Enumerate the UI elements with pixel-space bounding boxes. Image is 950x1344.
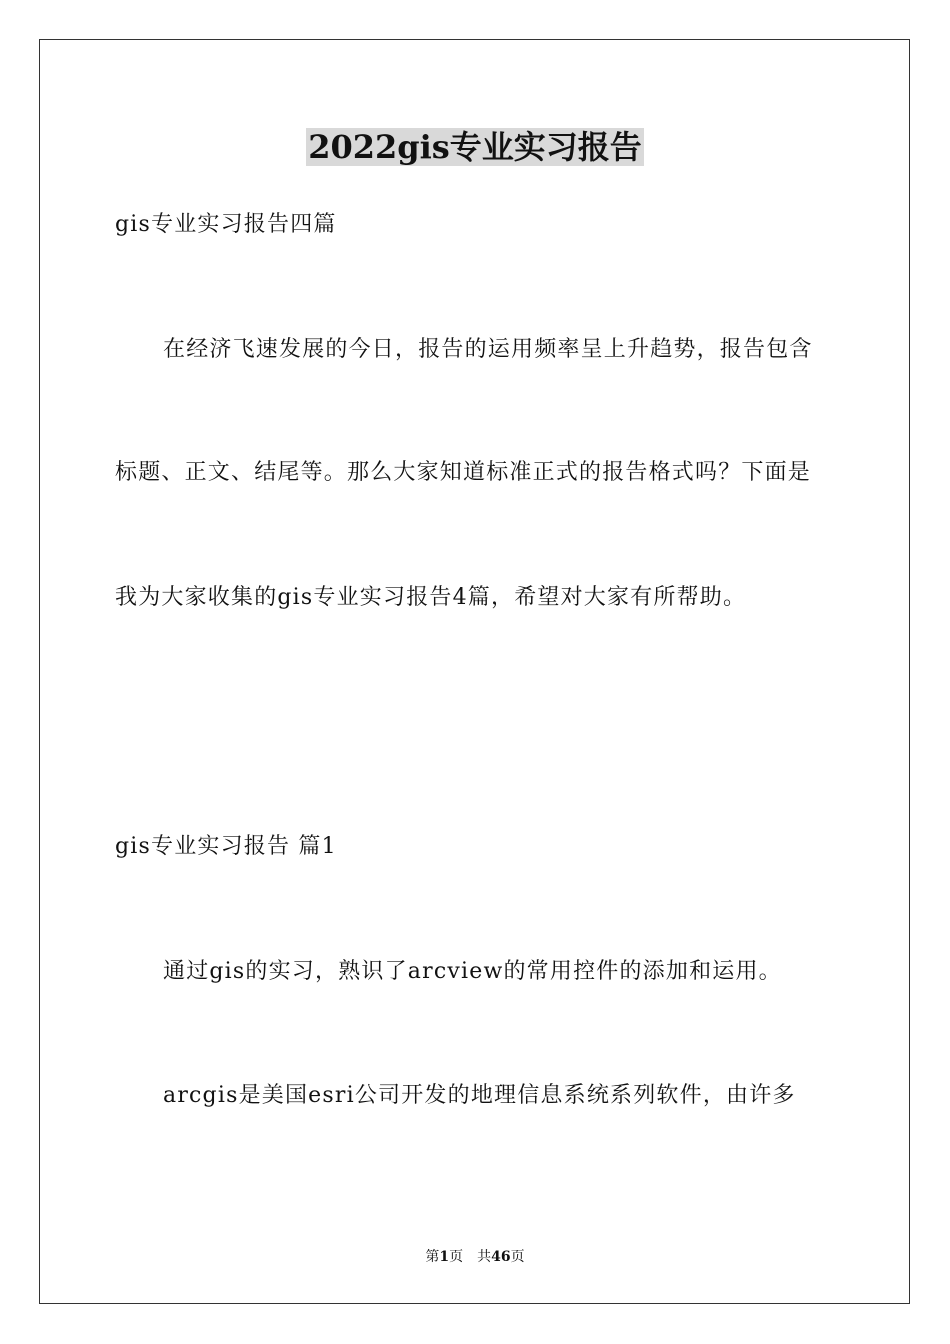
document-title xyxy=(0,126,950,168)
footer-total-prefix: 共 xyxy=(477,1249,492,1265)
page-footer xyxy=(0,1248,950,1266)
footer-page-suffix: 页 xyxy=(449,1249,464,1265)
document-title-text: 2022gis专业实习报告 xyxy=(308,128,642,166)
footer-page-prefix: 第 xyxy=(425,1249,440,1265)
footer-total-suffix: 页 xyxy=(510,1249,525,1265)
paragraph-line: 在经济飞速发展的今日，报告的运用频率呈上升趋势，报告包含 xyxy=(163,337,813,362)
section-heading: gis专业实习报告 篇1 xyxy=(115,834,337,859)
paragraph-line: 通过gis的实习，熟识了arcview的常用控件的添加和运用。 xyxy=(163,959,782,984)
paragraph-line: arcgis是美国esri公司开发的地理信息系统系列软件，由许多 xyxy=(163,1083,796,1108)
paragraph-line: 标题、正文、结尾等。那么大家知道标准正式的报告格式吗？下面是 xyxy=(115,460,812,485)
subtitle-line: gis专业实习报告四篇 xyxy=(115,212,337,237)
footer-total-pages: 46 xyxy=(491,1249,511,1265)
footer-page-number: 1 xyxy=(439,1249,450,1265)
paragraph-line: 我为大家收集的gis专业实习报告4篇，希望对大家有所帮助。 xyxy=(115,585,747,610)
